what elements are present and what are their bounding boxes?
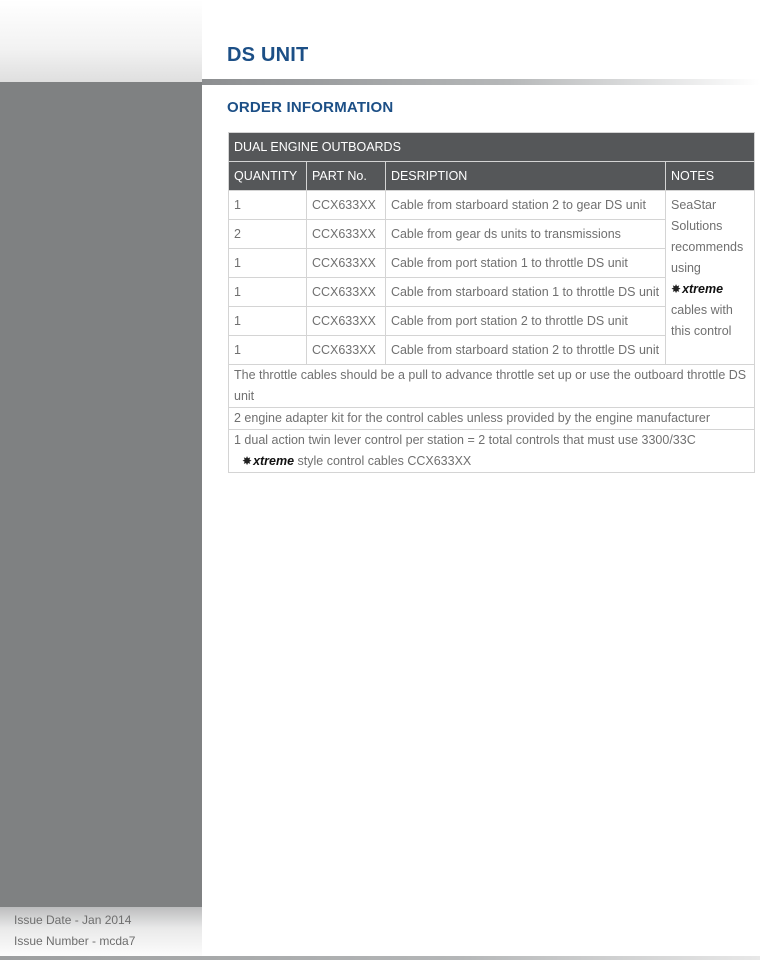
issue-date: Issue Date - Jan 2014	[14, 913, 132, 927]
table-header-row	[229, 162, 755, 191]
column-header-notes: NOTES	[666, 162, 755, 191]
section-title: ORDER INFORMATION	[227, 99, 394, 116]
part-cell: CCX633XX	[306, 220, 385, 249]
quantity-cell: 2	[229, 220, 307, 249]
quantity-cell: 1	[229, 278, 307, 307]
description-cell: Cable from gear ds units to transmissions	[385, 220, 665, 249]
footnote-row	[229, 408, 755, 430]
description-cell: Cable from starboard station 1 to throttle DS unit	[385, 278, 665, 307]
issue-number: Issue Number - mcda7	[14, 934, 136, 948]
footnote-row	[229, 430, 755, 473]
notes-line: cables with	[671, 303, 733, 317]
sidebar	[0, 0, 202, 960]
footnote-throttle: The throttle cables should be a pull to advance throttle set up or use the outboard throttle DS unit	[229, 365, 755, 408]
notes-cell	[666, 191, 755, 365]
table-row	[229, 191, 755, 220]
footnote-controls	[229, 430, 755, 473]
xtreme-star-icon: ✸	[242, 454, 253, 468]
quantity-cell: 1	[229, 336, 307, 365]
xtreme-brand-text: xtreme	[253, 454, 295, 468]
quantity-cell: 1	[229, 191, 307, 220]
sidebar-top-gradient	[0, 0, 202, 82]
xtreme-star-icon: ✸	[671, 282, 682, 296]
part-cell: CCX633XX	[306, 191, 385, 220]
xtreme-logo	[671, 279, 723, 300]
notes-line: this control	[671, 324, 732, 338]
footnote-adapter-kit: 2 engine adapter kit for the control cables unless provided by the engine manufacturer	[229, 408, 755, 430]
xtreme-logo	[242, 451, 294, 472]
page-title: DS UNIT	[227, 44, 309, 66]
footnote-controls-line2: style control cables CCX633XX	[297, 454, 472, 468]
order-table	[228, 132, 755, 473]
description-cell: Cable from port station 2 to throttle DS unit	[385, 307, 665, 336]
part-cell: CCX633XX	[306, 278, 385, 307]
part-cell: CCX633XX	[306, 307, 385, 336]
xtreme-brand-text: xtreme	[682, 282, 724, 296]
notes-line: Solutions	[671, 219, 723, 233]
description-cell: Cable from starboard station 2 to gear DS unit	[385, 191, 665, 220]
footer-divider	[0, 956, 760, 960]
notes-line: using	[671, 261, 701, 275]
description-cell: Cable from port station 1 to throttle DS unit	[385, 249, 665, 278]
footnote-controls-line1: 1 dual action twin lever control per station = 2 total controls that must use 3300/33C	[234, 433, 696, 447]
header-divider	[202, 79, 760, 85]
notes-line: SeaStar	[671, 198, 717, 212]
part-cell: CCX633XX	[306, 336, 385, 365]
table-caption: DUAL ENGINE OUTBOARDS	[229, 133, 755, 162]
quantity-cell: 1	[229, 307, 307, 336]
sidebar-footer	[0, 907, 202, 960]
column-header-description: DESRIPTION	[385, 162, 665, 191]
column-header-part: PART No.	[306, 162, 385, 191]
description-cell: Cable from starboard station 2 to throttle DS unit	[385, 336, 665, 365]
table-caption-row	[229, 133, 755, 162]
footnote-row	[229, 365, 755, 408]
notes-line: recommends	[671, 240, 744, 254]
column-header-quantity: QUANTITY	[229, 162, 307, 191]
quantity-cell: 1	[229, 249, 307, 278]
part-cell: CCX633XX	[306, 249, 385, 278]
